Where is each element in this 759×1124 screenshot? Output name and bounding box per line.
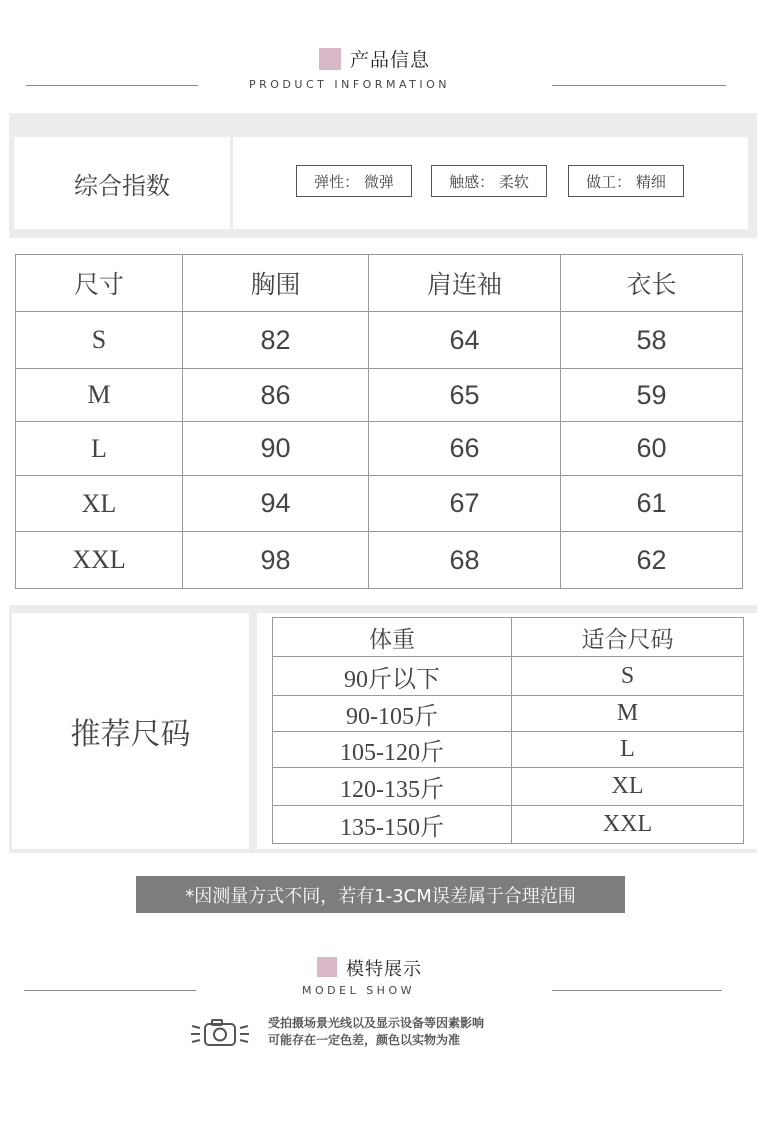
cell-length: 58 xyxy=(561,312,743,369)
cell-size: M xyxy=(16,369,183,422)
cell-chest: 94 xyxy=(183,476,369,532)
table-row xyxy=(16,422,743,476)
table-row xyxy=(273,657,744,696)
cell-sleeve: 68 xyxy=(369,532,561,589)
cell-weight: 90斤以下 xyxy=(273,657,512,696)
accent-square xyxy=(319,48,341,70)
header-divider-right xyxy=(552,85,726,86)
cell-weight: 90-105斤 xyxy=(273,696,512,732)
cell-length: 59 xyxy=(561,369,743,422)
color-disclaimer xyxy=(268,1015,484,1049)
measurement-notice: *因测量方式不同，若有1-3CM误差属于合理范围 xyxy=(136,876,625,913)
cell-fit-size: M xyxy=(512,696,744,732)
cell-fit-size: XXL xyxy=(512,806,744,844)
table-header-row xyxy=(16,255,743,312)
table-row xyxy=(273,806,744,844)
table-row xyxy=(16,312,743,369)
tag-elasticity: 弹性： 微弹 xyxy=(296,165,412,197)
cell-size: XXL xyxy=(16,532,183,589)
cell-length: 61 xyxy=(561,476,743,532)
index-label-panel xyxy=(14,137,230,229)
cell-chest: 98 xyxy=(183,532,369,589)
index-tags-panel xyxy=(233,137,748,229)
recommend-label-panel xyxy=(12,613,249,849)
table-row xyxy=(16,532,743,589)
section-title: 产品信息 xyxy=(350,49,431,71)
table-row xyxy=(273,768,744,806)
tag-workmanship: 做工： 精细 xyxy=(568,165,684,197)
cell-size: L xyxy=(16,422,183,476)
cell-chest: 82 xyxy=(183,312,369,369)
cell-fit-size: S xyxy=(512,657,744,696)
header-chest: 胸围 xyxy=(183,255,369,312)
cell-chest: 90 xyxy=(183,422,369,476)
table-row xyxy=(16,369,743,422)
product-info-header xyxy=(0,40,759,110)
section-title: 模特展示 xyxy=(346,959,422,980)
index-label: 综合指数 xyxy=(74,171,170,200)
header-divider-right xyxy=(552,990,722,991)
cell-chest: 86 xyxy=(183,369,369,422)
model-show-header xyxy=(0,950,759,1020)
header-sleeve: 肩连袖 xyxy=(369,255,561,312)
recommend-label: 推荐尺码 xyxy=(70,717,191,752)
recommend-table xyxy=(272,617,744,844)
cell-length: 60 xyxy=(561,422,743,476)
tag-touch: 触感： 柔软 xyxy=(431,165,547,197)
table-row xyxy=(273,732,744,768)
table-header-row xyxy=(273,618,744,657)
accent-square xyxy=(317,957,337,977)
section-subtitle: MODEL SHOW xyxy=(302,984,415,997)
index-band xyxy=(9,113,757,238)
header-length: 衣长 xyxy=(561,255,743,312)
cell-fit-size: L xyxy=(512,732,744,768)
camera-icon xyxy=(190,1016,250,1052)
cell-length: 62 xyxy=(561,532,743,589)
header-divider-left xyxy=(26,85,198,86)
header-fit-size: 适合尺码 xyxy=(512,618,744,657)
disclaimer-line-1: 受拍摄场景光线以及显示设备等因素影响 xyxy=(268,1016,485,1030)
cell-weight: 105-120斤 xyxy=(273,732,512,768)
header-weight: 体重 xyxy=(273,618,512,657)
cell-weight: 135-150斤 xyxy=(273,806,512,844)
cell-size: S xyxy=(16,312,183,369)
cell-fit-size: XL xyxy=(512,768,744,806)
cell-sleeve: 64 xyxy=(369,312,561,369)
table-row xyxy=(273,696,744,732)
cell-sleeve: 65 xyxy=(369,369,561,422)
table-row xyxy=(16,476,743,532)
cell-sleeve: 67 xyxy=(369,476,561,532)
header-divider-left xyxy=(24,990,196,991)
header-size: 尺寸 xyxy=(16,255,183,312)
disclaimer-line-2: 可能存在一定色差，颜色以实物为准 xyxy=(268,1033,461,1047)
section-subtitle: PRODUCT INFORMATION xyxy=(249,78,450,91)
cell-weight: 120-135斤 xyxy=(273,768,512,806)
cell-size: XL xyxy=(16,476,183,532)
cell-sleeve: 66 xyxy=(369,422,561,476)
size-table xyxy=(15,254,743,589)
